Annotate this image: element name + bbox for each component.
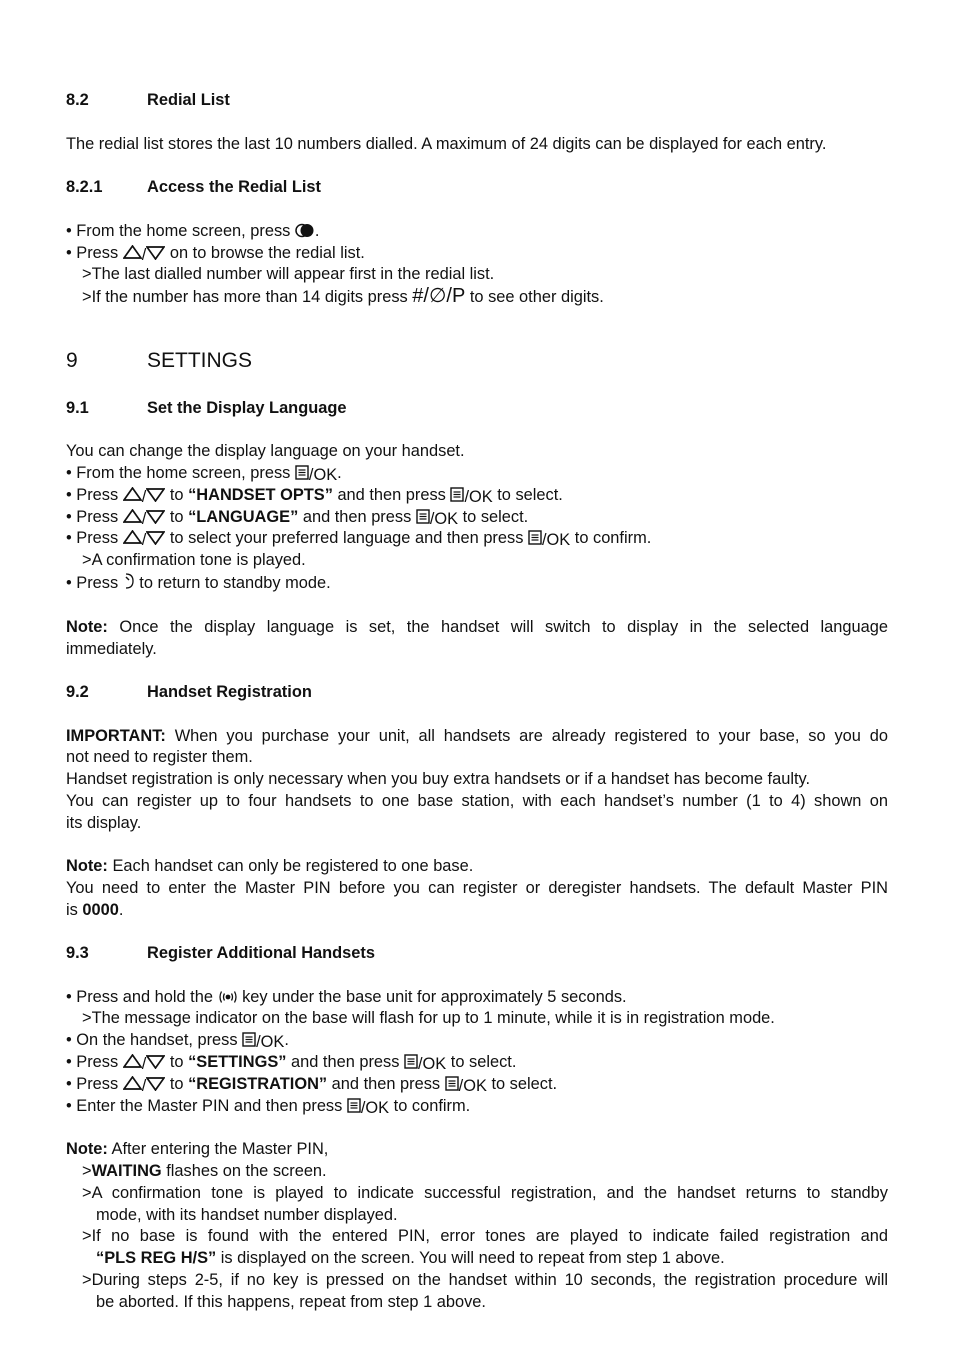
paragraph-change-language: You can change the display language on your handset. bbox=[66, 442, 465, 460]
menu-ok-key-icon: /OK bbox=[416, 508, 458, 530]
section-heading-8-2: 8.2 Redial List bbox=[66, 91, 230, 109]
important-notice: IMPORTANT: When you purchase your unit, all handsets are already registered to your base, so you do bbox=[66, 727, 888, 745]
chapter-heading-9: 9 SETTINGS bbox=[66, 349, 253, 372]
paragraph-master-pin-cont: is 0000. bbox=[66, 901, 124, 919]
up-down-arrow-icon: / bbox=[123, 486, 166, 508]
section-heading-9-1: 9.1 Set the Display Language bbox=[66, 399, 347, 417]
note-language: Note: Once the display language is set, the handset will switch to display in the selected language bbox=[66, 618, 888, 636]
sub-waiting: >WAITING flashes on the screen. bbox=[82, 1162, 327, 1180]
sub-timeout-cont: be aborted. If this happens, repeat from step 1 above. bbox=[96, 1293, 486, 1311]
menu-ok-key-icon: /OK bbox=[445, 1075, 487, 1097]
sub-no-base-cont: “PLS REG H/S” is displayed on the screen. You will need to repeat from step 1 above. bbox=[96, 1249, 725, 1267]
bullet-browse: • Press / on to browse the redial list. bbox=[66, 244, 365, 264]
sub-more-digits: >If the number has more than 14 digits press #/∅/P to see other digits. bbox=[82, 285, 604, 307]
bullet-press-hold-base: • Press and hold the key under the base unit for approximately 5 seconds. bbox=[66, 988, 627, 1006]
bullet-enter-pin: • Enter the Master PIN and then press /OK to confirm. bbox=[66, 1097, 471, 1117]
bullet-select-language: • Press / to select your preferred language and then press /OK to confirm. bbox=[66, 529, 652, 549]
bullet-handset-press: • On the handset, press /OK. bbox=[66, 1031, 289, 1051]
menu-ok-key-icon: /OK bbox=[528, 529, 570, 551]
sub-no-base: >If no base is found with the entered PIN, error tones are played to indicate failed registration and bbox=[82, 1227, 888, 1245]
up-down-arrow-icon: / bbox=[123, 1075, 166, 1097]
sub-message-indicator: >The message indicator on the base will flash for up to 1 minute, while it is in registration mode. bbox=[82, 1009, 775, 1027]
important-notice-cont: not need to register them. bbox=[66, 748, 253, 766]
menu-ok-key-icon: /OK bbox=[295, 464, 337, 486]
bullet-language: • Press / to “LANGUAGE” and then press /OK to select. bbox=[66, 508, 529, 528]
section-heading-9-2: 9.2 Handset Registration bbox=[66, 683, 312, 701]
sub-last-dialled: >The last dialled number will appear first in the redial list. bbox=[82, 265, 495, 283]
up-down-arrow-icon: / bbox=[123, 508, 166, 530]
note-after-pin: Note: After entering the Master PIN, bbox=[66, 1140, 329, 1158]
menu-ok-key-icon: /OK bbox=[242, 1031, 284, 1053]
bullet-home-press: • From the home screen, press . bbox=[66, 222, 320, 240]
bullet-settings: • Press / to “SETTINGS” and then press /OK to select. bbox=[66, 1053, 517, 1073]
paragraph-registration-necessary: Handset registration is only necessary when you buy extra handsets or if a handset has become faulty. bbox=[66, 770, 811, 788]
redial-key-icon bbox=[295, 223, 315, 238]
sub-confirmation-success: >A confirmation tone is played to indicate successful registration, and the handset returns to standby bbox=[82, 1184, 888, 1202]
menu-ok-key-icon: /OK bbox=[404, 1053, 446, 1075]
menu-ok-key-icon: /OK bbox=[450, 486, 492, 508]
note-one-base: Note: Each handset can only be registered to one base. bbox=[66, 857, 474, 875]
bullet-registration: • Press / to “REGISTRATION” and then press /OK to select. bbox=[66, 1075, 558, 1095]
bullet-press-ok: • From the home screen, press /OK. bbox=[66, 464, 342, 484]
hash-pause-key-icon: #/∅/P bbox=[412, 285, 466, 307]
section-heading-9-3: 9.3 Register Additional Handsets bbox=[66, 944, 375, 962]
paragraph-redial: The redial list stores the last 10 numbers dialled. A maximum of 24 digits can be displayed for each entry. bbox=[66, 135, 827, 153]
menu-ok-key-icon: /OK bbox=[347, 1097, 389, 1119]
sub-confirmation-success-cont: mode, with its handset number displayed. bbox=[96, 1206, 398, 1224]
up-down-arrow-icon: / bbox=[123, 529, 166, 551]
up-down-arrow-icon: / bbox=[123, 244, 166, 266]
bullet-standby: • Press to return to standby mode. bbox=[66, 574, 331, 592]
section-heading-8-2-1: 8.2.1 Access the Redial List bbox=[66, 178, 321, 196]
bullet-handset-opts: • Press / to “HANDSET OPTS” and then press /OK to select. bbox=[66, 486, 563, 506]
paragraph-register-four-cont: its display. bbox=[66, 814, 142, 832]
sub-timeout: >During steps 2-5, if no key is pressed on the handset within 10 seconds, the registration procedure will bbox=[82, 1271, 888, 1289]
end-call-key-icon bbox=[123, 572, 135, 590]
sub-confirmation-tone: >A confirmation tone is played. bbox=[82, 551, 306, 569]
up-down-arrow-icon: / bbox=[123, 1053, 166, 1075]
paging-key-icon bbox=[218, 990, 238, 1004]
paragraph-master-pin: You need to enter the Master PIN before you can register or deregister handsets. The default Master PIN bbox=[66, 879, 888, 897]
note-language-cont: immediately. bbox=[66, 640, 157, 658]
paragraph-register-four: You can register up to four handsets to one base station, with each handset’s number (1 to 4) shown on bbox=[66, 792, 888, 810]
